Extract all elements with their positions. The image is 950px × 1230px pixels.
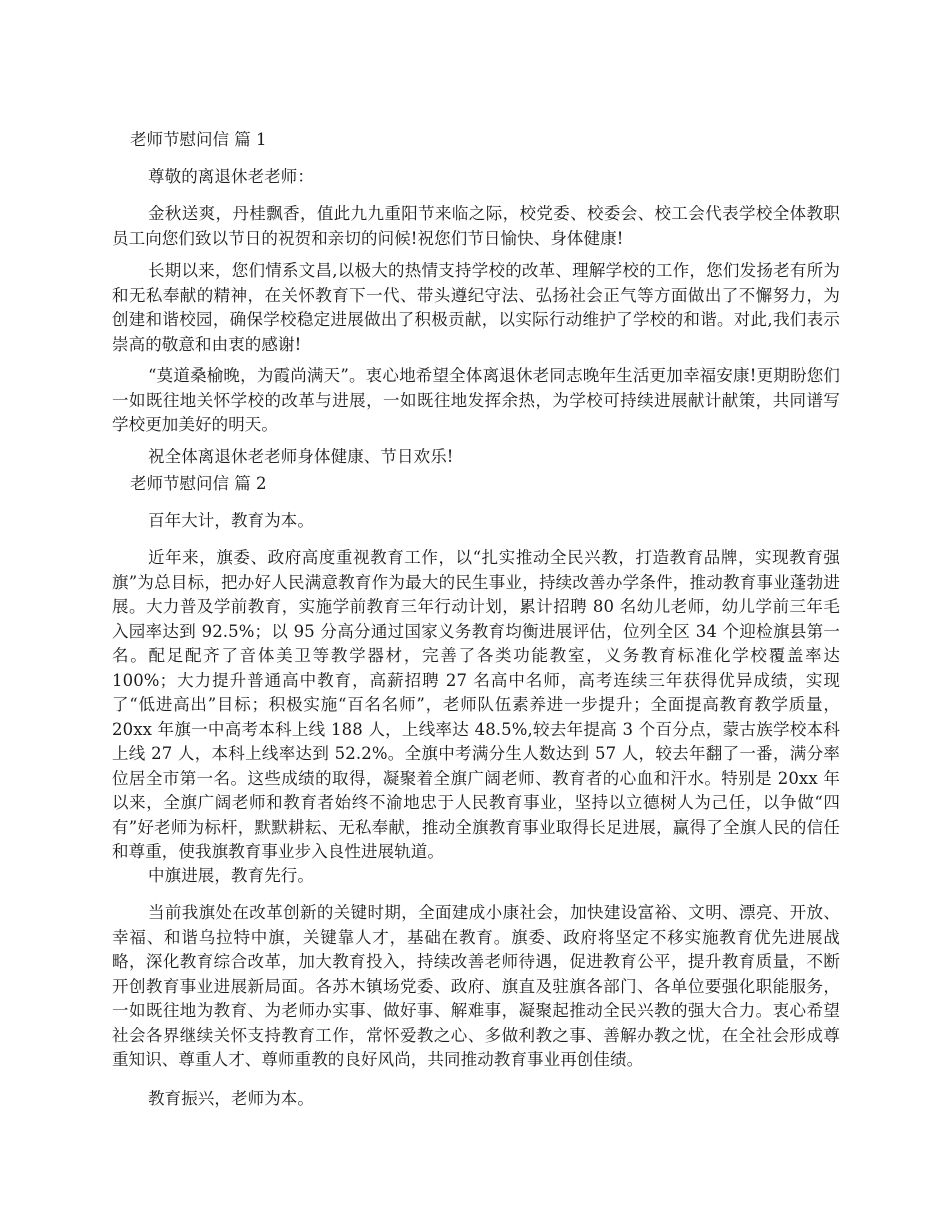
section-2-paragraph-5: 教育振兴，老师为本。 (148, 1089, 314, 1108)
section-1-paragraph-2: 金秋送爽，丹桂飘香，值此九九重阳节来临之际，校党委、校委会、校工会代表学校全体教职员工向您们致以节日的祝贺和亲切的问候!祝您们节日愉快、身体健康! (112, 204, 840, 248)
section-2-paragraph-1: 百年大计，教育为本。 (148, 511, 314, 530)
section-1-paragraph-3: 长期以来，您们情系文昌,以极大的热情支持学校的改革、理解学校的工作，您们发扬老有所为和无私奉献的精神，在关怀教育下一代、带头遵纪守法、弘扬社会正气等方面做出了不懈努力，为创建和谐校园，确保学校稳定进展做出了积极贡献，以实际行动维护了学校的和谐。对此,我们表示崇高的敬意和由衷的感谢! (112, 261, 840, 354)
section-2-paragraph-4: 当前我旗处在改革创新的关键时期，全面建成小康社会，加快建设富裕、文明、漂亮、开放、幸福、和谐乌拉特中旗，关键靠人才，基础在教育。旗委、政府将坚定不移实施教育优先进展战略，深化教育综合改革，加大教育投入，持续改善老师待遇，促进教育公平，提升教育质量，不断开创教育事业进展新局面。各苏木镇场党委、政府、旗直及驻旗各部门、各单位要强化职能服务，一如既往地为教育、为老师办实事、做好事、解难事，凝聚起推动全民兴教的强大合力。衷心希望社会各界继续关怀支持教育工作，常怀爱教之心、多做利教之事、善解办教之忧，在全社会形成尊重知识、尊重人才、尊师重教的良好风尚，共同推动教育事业再创佳绩。 (112, 903, 840, 1069)
section-2-paragraph-2: 近年来，旗委、政府高度重视教育工作，以“扎实推动全民兴教，打造教育品牌，实现教育强旗”为总目标，把办好人民满意教育作为最大的民生事业，持续改善办学条件，推动教育事业蓬勃进展。大力普及学前教育，实施学前教育三年行动计划，累计招聘 80 名幼儿老师，幼儿学前三年毛入园率达到 92.5%；以 95 分高分通过国家义务教育均衡进展评估，位列全区 34 个迎检旗县第一名。配足配齐了音体美卫等教学器材，完善了各类功能教室，义务教育标准化学校覆盖率达 100%；大力提升普通高中教育，高薪招聘 27 名高中名师，高考连续三年获得优异成绩，实现了“低进高出”目标；积极实施“百名名师”，老师队伍素养进一步提升；全面提高教育教学质量，20xx 年旗一中高考本科上线 188 人，上线率达 48.5%,较去年提高 3 个百分点，蒙古族学校本科上线 27 人，本科上线率达到 52.2%。全旗中考满分生人数达到 57 人，较去年翻了一番，满分率位居全市第一名。这些成绩的取得，凝聚着全旗广阔老师、教育者的心血和汗水。特别是 20xx 年以来，全旗广阔老师和教育者始终不渝地忠于人民教育事业，坚持以立德树人为己任，以争做“四有”好老师为标杆，默默耕耘、无私奉献，推动全旗教育事业取得长足进展，赢得了全旗人民的信任和尊重，使我旗教育事业步入良性进展轨道。 (112, 548, 840, 861)
section-2-heading: 老师节慰问信 篇 2 (130, 474, 267, 493)
section-1-paragraph-5: 祝全体离退休老老师身体健康、节日欢乐! (148, 447, 454, 466)
section-1-paragraph-4: “莫道桑榆晚，为霞尚满天”。衷心地希望全体离退休老同志晚年生活更加幸福安康!更期盼您们一如既往地关怀学校的改革与进展，一如既往地发挥余热，为学校可持续进展献计献策，共同谱写学校更加美好的明天。 (112, 366, 840, 434)
section-1-paragraph-1: 尊敬的离退休老老师： (148, 167, 314, 186)
section-2-paragraph-3: 中旗进展，教育先行。 (148, 866, 314, 885)
section-1-heading: 老师节慰问信 篇 1 (130, 130, 267, 149)
